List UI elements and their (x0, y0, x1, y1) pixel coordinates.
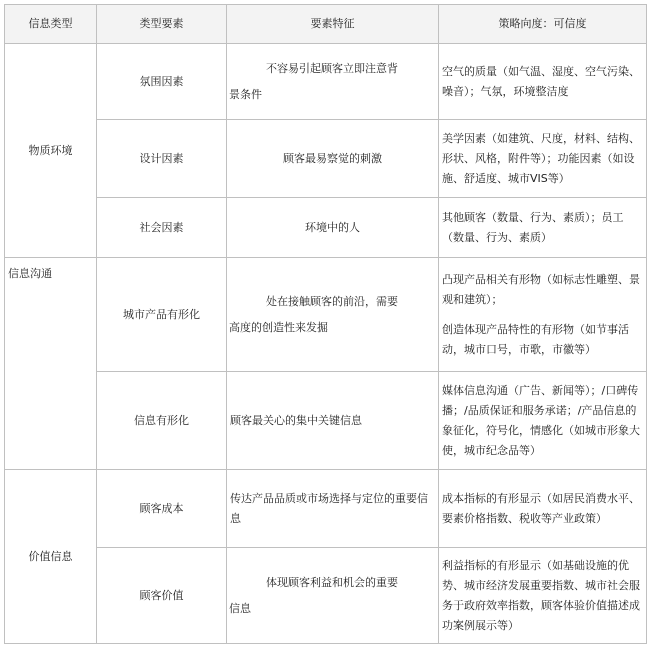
strategy-cell: 媒体信息沟通（广告、新闻等）；/口碑传播；/品质保证和服务承诺；/产品信息的象征化，符号化，情感化（如城市形象大使，城市纪念品等） (439, 372, 647, 470)
feature-line: 不容易引起顾客立即注意背 (266, 61, 398, 75)
header-feature: 要素特征 (227, 5, 439, 44)
feature-cell (227, 258, 439, 372)
table-row (5, 44, 647, 120)
table-row (5, 120, 647, 198)
strategy-cell (439, 258, 647, 372)
feature-line: 景条件 (229, 87, 262, 101)
info-type-cell: 物质环境 (5, 44, 97, 258)
feature-line: 体现顾客利益和机会的重要 (266, 575, 398, 589)
element-cell: 信息有形化 (97, 372, 227, 470)
strategy-paragraph: 凸现产品相关有形物（如标志性雕塑、景观和建筑）； (442, 272, 640, 306)
table-row (5, 470, 647, 548)
strategy-cell: 美学因素（如建筑、尺度，材料、结构、形状、风格，附件等）；功能因素（如设施、舒适度、城市VIS等） (439, 120, 647, 198)
strategy-paragraph: 创造体现产品特性的有形物（如节事活动，城市口号，市歌，市徽等） (442, 322, 629, 356)
strategy-cell: 空气的质量（如气温、湿度、空气污染、噪音）；气氛，环境整洁度 (439, 44, 647, 120)
feature-cell: 顾客最关心的集中关键信息 (227, 372, 439, 470)
table-row (5, 258, 647, 372)
table-row (5, 372, 647, 470)
element-cell: 社会因素 (97, 198, 227, 258)
feature-cell (227, 548, 439, 644)
feature-line: 信息 (229, 601, 251, 615)
strategy-table (4, 4, 647, 644)
table-row (5, 548, 647, 644)
element-cell: 设计因素 (97, 120, 227, 198)
element-cell: 顾客价值 (97, 548, 227, 644)
header-element: 类型要素 (97, 5, 227, 44)
info-type-cell: 信息沟通 (5, 258, 97, 470)
info-type-cell: 价值信息 (5, 470, 97, 644)
feature-cell (227, 44, 439, 120)
feature-line: 处在接触顾客的前沿，需要 (266, 294, 398, 308)
strategy-cell: 成本指标的有形显示（如居民消费水平、要素价格指数、税收等产业政策） (439, 470, 647, 548)
feature-cell: 传达产品品质或市场选择与定位的重要信息 (227, 470, 439, 548)
feature-cell: 顾客最易察觉的刺激 (227, 120, 439, 198)
feature-line: 高度的创造性来发掘 (229, 320, 328, 334)
feature-cell: 环境中的人 (227, 198, 439, 258)
strategy-cell: 利益指标的有形显示（如基础设施的优势、城市经济发展重要指数、城市社会服务于政府效率指数，顾客体验价值描述成功案例展示等） (439, 548, 647, 644)
element-cell: 城市产品有形化 (97, 258, 227, 372)
element-cell: 顾客成本 (97, 470, 227, 548)
header-row (5, 5, 647, 44)
strategy-cell: 其他顾客（数量、行为、素质）；员工（数量、行为、素质） (439, 198, 647, 258)
header-info-type: 信息类型 (5, 5, 97, 44)
element-cell: 氛围因素 (97, 44, 227, 120)
table-row (5, 198, 647, 258)
header-strategy: 策略向度：可信度 (439, 5, 647, 44)
